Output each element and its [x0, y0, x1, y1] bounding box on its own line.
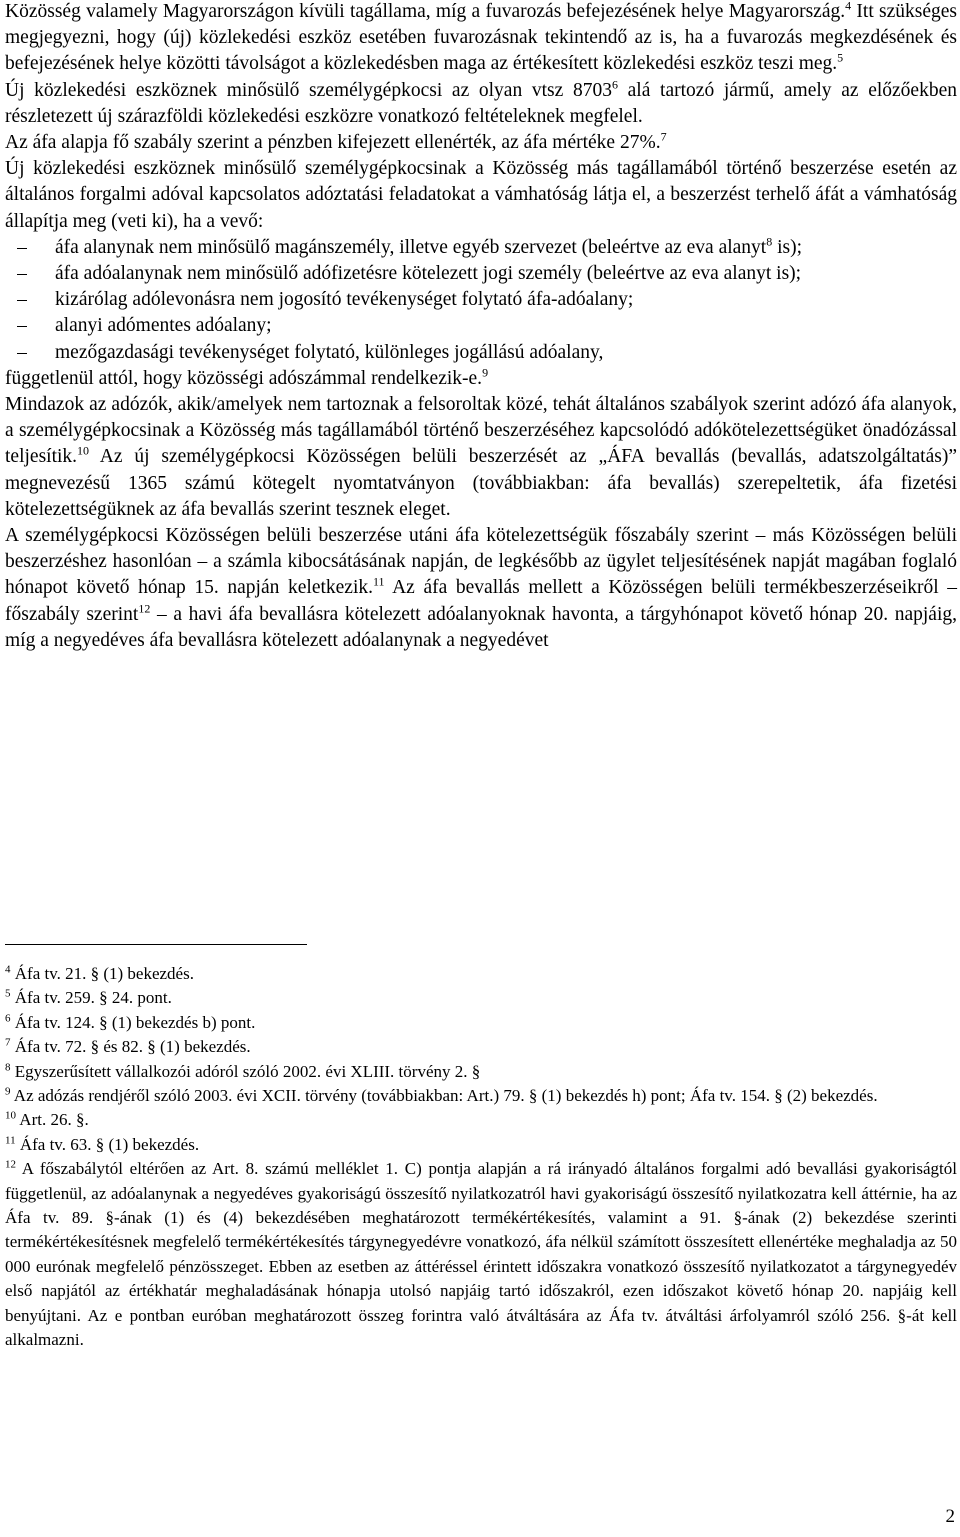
footnote-number: 8 [5, 1060, 11, 1073]
footnote-number: 7 [5, 1036, 11, 1049]
list-item: – alanyi adómentes adóalany; [5, 313, 957, 339]
footnote: $^{11}$ Áfa tv. 63. § (1) bekezdés. [5, 1134, 200, 1154]
dash-marker: – [17, 315, 27, 337]
footnote-number: 9 [5, 1085, 11, 1098]
main-text [5, 0, 957, 654]
page-number: 2 [945, 1506, 955, 1527]
dash-marker: – [17, 341, 27, 363]
footnote-number: 4 [5, 963, 11, 976]
paragraph-3: Az áfa alapja fő szabály szerint a pénzben kifejezett ellenérték, az áfa mértéke 27%.$^7$ [5, 129, 667, 154]
footnote: $^{12}$ A főszabálytól eltérően az Art. 8. számú melléklet 1. C) pontja alapján a rá irányadó általános forgalmi adó bevallási gyakoriságtól függetlenül, az adóalanynak a negyedéves gyakoriságú összesítő nyilatkozatról havi gyakoriságú összesítő nyilatkozatra kell áttérnie, ha az Áfa tv. 89. §-ának (1) és (4) bekezdésében meghatározott termékértékesítés, valamint a 91. §-ának (2) bekezdése szerinti termékértékesítésnek megfelelő termékértékesítés tárgynegyedévre vonatkozó, áfa nélkül számított összesített ellenértéke meghaladja az 50 000 eurónak megfelelő pénzösszeget. Ebben az esetben az áttéréssel érintett időszakra vonatkozó összesítő nyilatkozatot a tárgynegyedév első napjától az értékhatár meghaladásának hónapja utolsó napjáig tartó időszakról, ezen időszakot követő hónap 20. napjáig kell benyújtani. Az e pontban euróban meghatározott összeg forintra való átváltására az Áfa tv. átváltási árfolyamról szóló 256. §-át kell alkalmazni. [5, 1158, 957, 1350]
list-item: – áfa alanynak nem minősülő magánszemély, illetve egyéb szervezet (beleértve az eva alanyt$^8$ is); [5, 235, 957, 261]
footnote: $^5$ Áfa tv. 259. § 24. pont. [5, 987, 172, 1008]
footnote-ref-5[interactable]: 5 [837, 50, 844, 65]
footnote-ref-6[interactable]: 6 [611, 77, 618, 92]
footnote-number: 10 [5, 1109, 16, 1122]
list-item: – mezőgazdasági tevékenységet folytató, különleges jogállású adóalany, [5, 340, 957, 366]
buyer-list [5, 235, 957, 366]
paragraph-1: Közösség valamely Magyarországon kívüli tagállama, míg a fuvarozás befejezésének helye Magyarország.$^4$ Itt szükséges megjegyezni, hogy (új) közlekedési eszköz esetében fuvarozásnak tekintendő az is, ha a fuvarozás megkezdésének és befejezésének helye közötti távolságot a közlekedésben maga az értékesített közlekedési eszköz teszi meg.$^5$ [5, 0, 958, 75]
dash-marker: – [17, 289, 27, 311]
list-item: – áfa adóalanynak nem minősülő adófizetésre kötelezett jogi személy (beleértve az eva alanyt is); [5, 261, 957, 287]
list-item: – kizárólag adólevonásra nem jogosító tevékenységet folytató áfa-adóalany; [5, 287, 957, 313]
footnote: $^{10}$ Art. 26. §. [5, 1109, 89, 1130]
paragraph-2: Új közlekedési eszköznek minősülő személygépkocsi az olyan vtsz 8703$^6$ alá tartozó jármű, amely az előzőekben részletezett új szárazföldi közlekedési eszközre vonatkozó feltételeknek megfelel. [5, 77, 957, 127]
footnotes [5, 962, 957, 1353]
footnote-ref-9[interactable]: 9 [482, 365, 489, 380]
footnote-ref-8[interactable]: 8 [766, 234, 773, 249]
footnote-separator [5, 944, 307, 945]
footnote-number: 11 [5, 1134, 16, 1147]
footnote-ref-7[interactable]: 7 [660, 129, 667, 144]
dash-marker: – [17, 236, 27, 258]
footnote: $^9$ Az adózás rendjéről szóló 2003. évi XCII. törvény (továbbiakban: Art.) 79. § (1) bekezdés h) pont; Áfa tv. 154. § (2) bekezdés. [5, 1085, 878, 1106]
footnote-ref-11[interactable]: 11 [373, 574, 385, 589]
footnote: $^6$ Áfa tv. 124. § (1) bekezdés b) pont. [5, 1012, 256, 1032]
paragraph-7: A személygépkocsi Közösségen belüli beszerzése utáni áfa kötelezettségük főszabály szerint – más Közösségen belüli beszerzéshez hasonlóan – a számla kibocsátásának napján, de legkésőbb az ügylet teljesítésének napját magában foglaló hónapot követő hónap 15. napján keletkezik.$^{11}$ Az áfa bevallás mellett a Közösségen belüli termékbeszerzéseikről – főszabály szerint$^{12}$ – a havi áfa bevallásra kötelezett adóalanyoknak havonta, a tárgyhónapot követő hónap 20. napjáig, míg a negyedéves áfa bevallásra kötelezett adóalanynak a negyedévet [5, 525, 957, 651]
footnote-number: 6 [5, 1012, 11, 1025]
footnote-ref-10[interactable]: 10 [77, 443, 90, 458]
footnote-number: 12 [5, 1158, 16, 1171]
dash-marker: – [17, 263, 27, 285]
footnote-number: 5 [5, 987, 11, 1000]
paragraph-6: Mindazok az adózók, akik/amelyek nem tartoznak a felsoroltak közé, tehát általános szabályok szerint adózó áfa alanyok, a személygépkocsinak a Közösség más tagállamából történő beszerzéséhez kapcsolódó adókötelezettségüket önadózással teljesítik.$^{10}$ Az új személygépkocsi Közösségen belüli beszerzését az „ÁFA bevallás (bevallás, adatszolgáltatás)” megnevezésű 1365 számú kötegelt nyomtatványon (továbbiakban: áfa bevallás) szerepeltetik, áfa fizetési kötelezettségüknek az áfa bevallás szerint tesznek eleget. [5, 394, 957, 520]
footnote-ref-12[interactable]: 12 [138, 601, 151, 616]
paragraph-5: függetlenül attól, hogy közösségi adószámmal rendelkezik-e.$^9$ [5, 365, 489, 389]
footnote: $^8$ Egyszerűsített vállalkozói adóról szóló 2002. évi XLIII. törvény 2. § [5, 1060, 481, 1081]
footnote: $^4$ Áfa tv. 21. § (1) bekezdés. [5, 963, 194, 983]
footnote: $^7$ Áfa tv. 72. § és 82. § (1) bekezdés. [5, 1036, 251, 1057]
footnote-ref-4[interactable]: 4 [845, 0, 852, 13]
paragraph-4: Új közlekedési eszköznek minősülő személygépkocsinak a Közösség más tagállamából történő beszerzése esetén az általános forgalmi adóval kapcsolatos adóztatási feladatokat a vámhatóság látja el, a beszerzést terhelő áfát a vámhatóság állapítja meg (veti ki), ha a vevő: [5, 158, 957, 232]
